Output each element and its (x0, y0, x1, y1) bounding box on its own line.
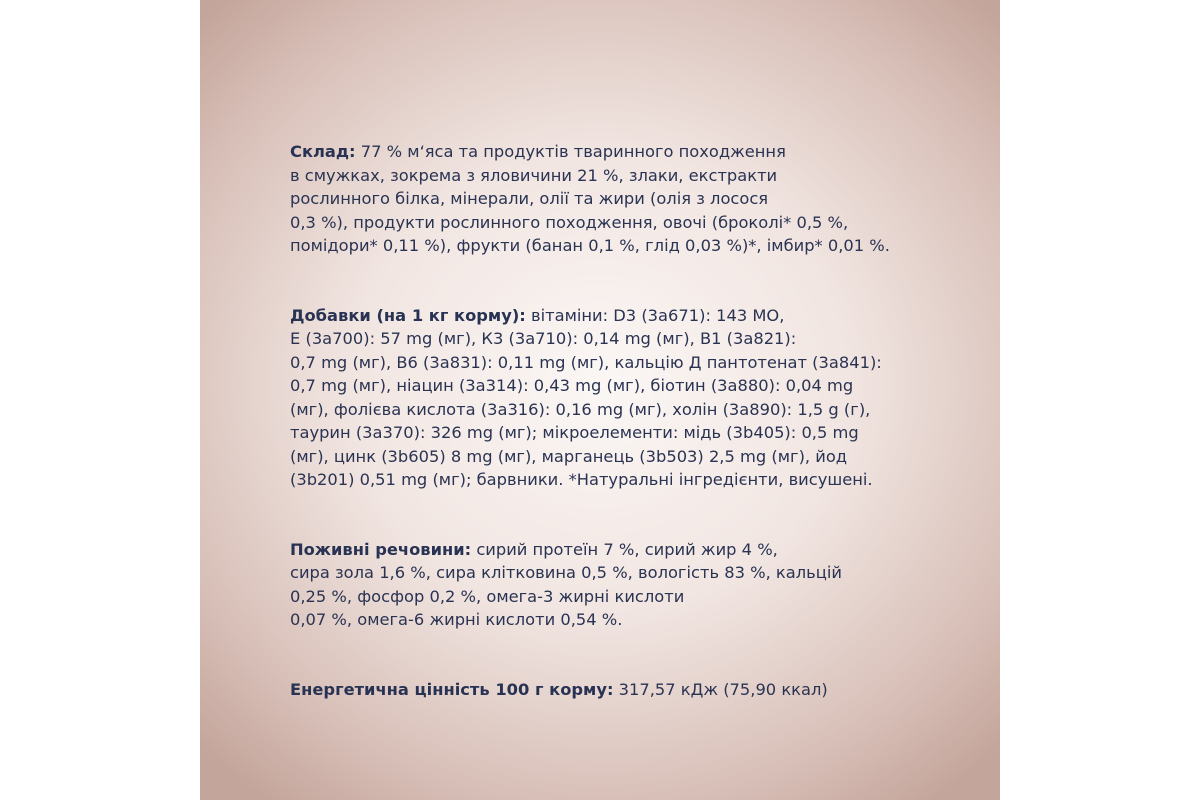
composition-text: 77 % м‘яса та продуктів тваринного походження (355, 142, 786, 161)
nutrients-text: сирий протеїн 7 %, сирий жир 4 %, (471, 539, 778, 559)
energy-label: Енергетична цінність 100 г корму: (290, 679, 614, 699)
additives-label: Добавки (на 1 кг корму): (290, 305, 526, 325)
additives-line-7: (мг), цинк (3b605) 8 mg (мг), марганець (3b503) 2,5 mg (мг), йод (290, 446, 848, 466)
additives-line-6: таурин (3a370): 326 mg (мг); мікроелементи: мідь (3b405): 0,5 mg (290, 423, 859, 442)
nutrients-section (290, 538, 910, 632)
composition-line-2: в смужках, зокрема з яловичини 21 %, злаки, екстракти (290, 165, 778, 185)
additives-line-3: 0,7 mg (мг), В6 (3a831): 0,11 mg (мг), кальцію Д пантотенат (3a841): (290, 352, 882, 372)
energy-section (290, 678, 910, 702)
composition-line-4: 0,3 %), продукти рослинного походження, овочі (броколі* 0,5 %, (290, 212, 849, 232)
composition-line-5: помідори* 0,11 %), фрукти (банан 0,1 %, глід 0,03 %)*, імбир* 0,01 %. (290, 236, 890, 255)
composition-line-3: рослинного білка, мінерали, олії та жири (олія з лосося (290, 189, 769, 208)
nutrients-line-2: сира зола 1,6 %, сира клітковина 0,5 %, вологість 83 %, кальцій (290, 563, 842, 582)
additives-line-1 (290, 304, 910, 328)
additives-section (290, 304, 910, 492)
additives-text: вітаміни: D3 (3a671): 143 МО, (525, 305, 785, 325)
energy-line-1 (290, 678, 910, 702)
composition-label: Склад: (290, 142, 356, 161)
label-text-block (290, 140, 910, 747)
nutrients-line-3: 0,25 %, фосфор 0,2 %, омега-3 жирні кислоти (290, 586, 685, 606)
additives-line-5: (мг), фолієва кислота (3a316): 0,16 mg (мг), холін (3a890): 1,5 g (г), (290, 399, 871, 419)
composition-line-1 (290, 140, 910, 164)
additives-line-2: E (3a700): 57 mg (мг), К3 (3a710): 0,14 mg (мг), В1 (3a821): (290, 329, 797, 348)
additives-line-4: 0,7 mg (мг), ніацин (3a314): 0,43 mg (мг), біотин (3a880): 0,04 mg (290, 376, 854, 395)
additives-line-8: (3b201) 0,51 mg (мг); барвники. *Натуральні інгредієнти, висушені. (290, 470, 873, 489)
nutrients-label: Поживні речовини: (290, 539, 472, 559)
composition-section (290, 140, 910, 258)
nutrients-line-1 (290, 538, 910, 562)
label-panel (200, 0, 1000, 800)
nutrients-line-4: 0,07 %, омега-6 жирні кислоти 0,54 %. (290, 610, 623, 629)
energy-text: 317,57 кДж (75,90 ккал) (613, 679, 828, 699)
